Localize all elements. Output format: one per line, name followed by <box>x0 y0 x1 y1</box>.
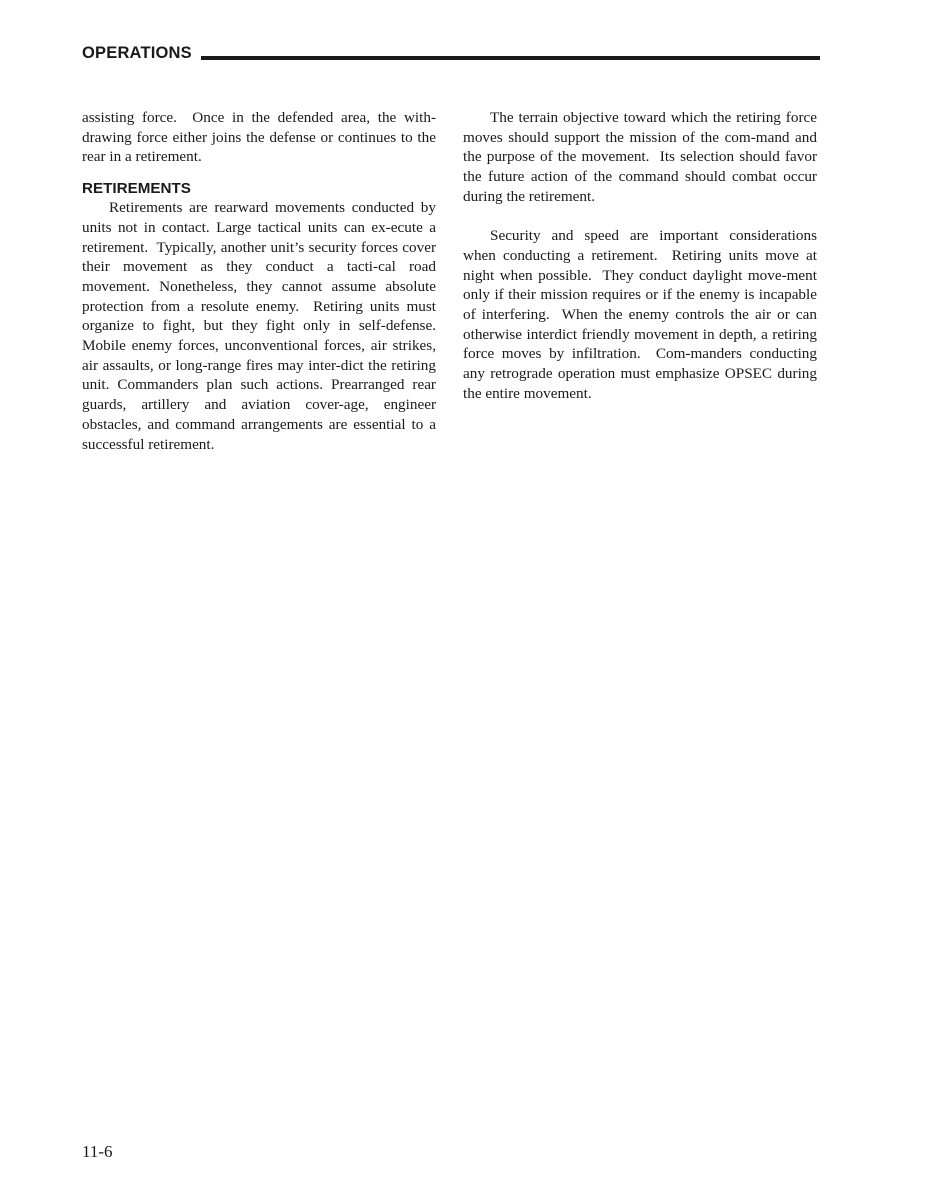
right-column <box>463 108 817 404</box>
paragraph-continued: assisting force. Once in the defended area, the with-drawing force either joins the defense or continues to the rear in a retirement. <box>82 109 436 166</box>
header-rule <box>201 56 820 60</box>
paragraph-security-speed: Security and speed are important considerations when conducting a retirement. Retiring units move at night when possible. They conduct daylight move-ment only if their mission requires or if the enemy is incapable of interfering. When the enemy controls the air or can otherwise interdict friendly movement in depth, a retiring force moves by infiltration. Com-manders conducting any retrograde operation must emphasize OPSEC during the entire movement. <box>463 227 817 402</box>
left-column <box>82 108 436 454</box>
paragraph-retirements: Retirements are rearward movements conducted by units not in contact. Large tactical units can ex-ecute a retirement. Typically, another unit’s security forces cover their movement as they conduct a tacti-cal road movement. Nonetheless, they cannot assume absolute protection from a resolute enemy. Retiring units must organize to fight, but they fight only in self-defense. Mobile enemy forces, unconventional forces, air strikes, air assaults, or long-range fires may inter-dict the retiring unit. Commanders plan such actions. Prearranged rear guards, artillery and aviation cover-age, engineer obstacles, and command arrangements are essential to a successful retirement. <box>82 199 436 453</box>
header-title: OPERATIONS <box>82 44 192 62</box>
paragraph-terrain-objective: The terrain objective toward which the retiring force moves should support the mission of the com-mand and the purpose of the movement. Its selection should favor the future action of the command should combat occur during the retirement. <box>463 109 817 205</box>
page-number: 11-6 <box>82 1142 113 1161</box>
section-heading-retirements: RETIREMENTS <box>82 180 191 198</box>
page-header <box>82 41 820 63</box>
